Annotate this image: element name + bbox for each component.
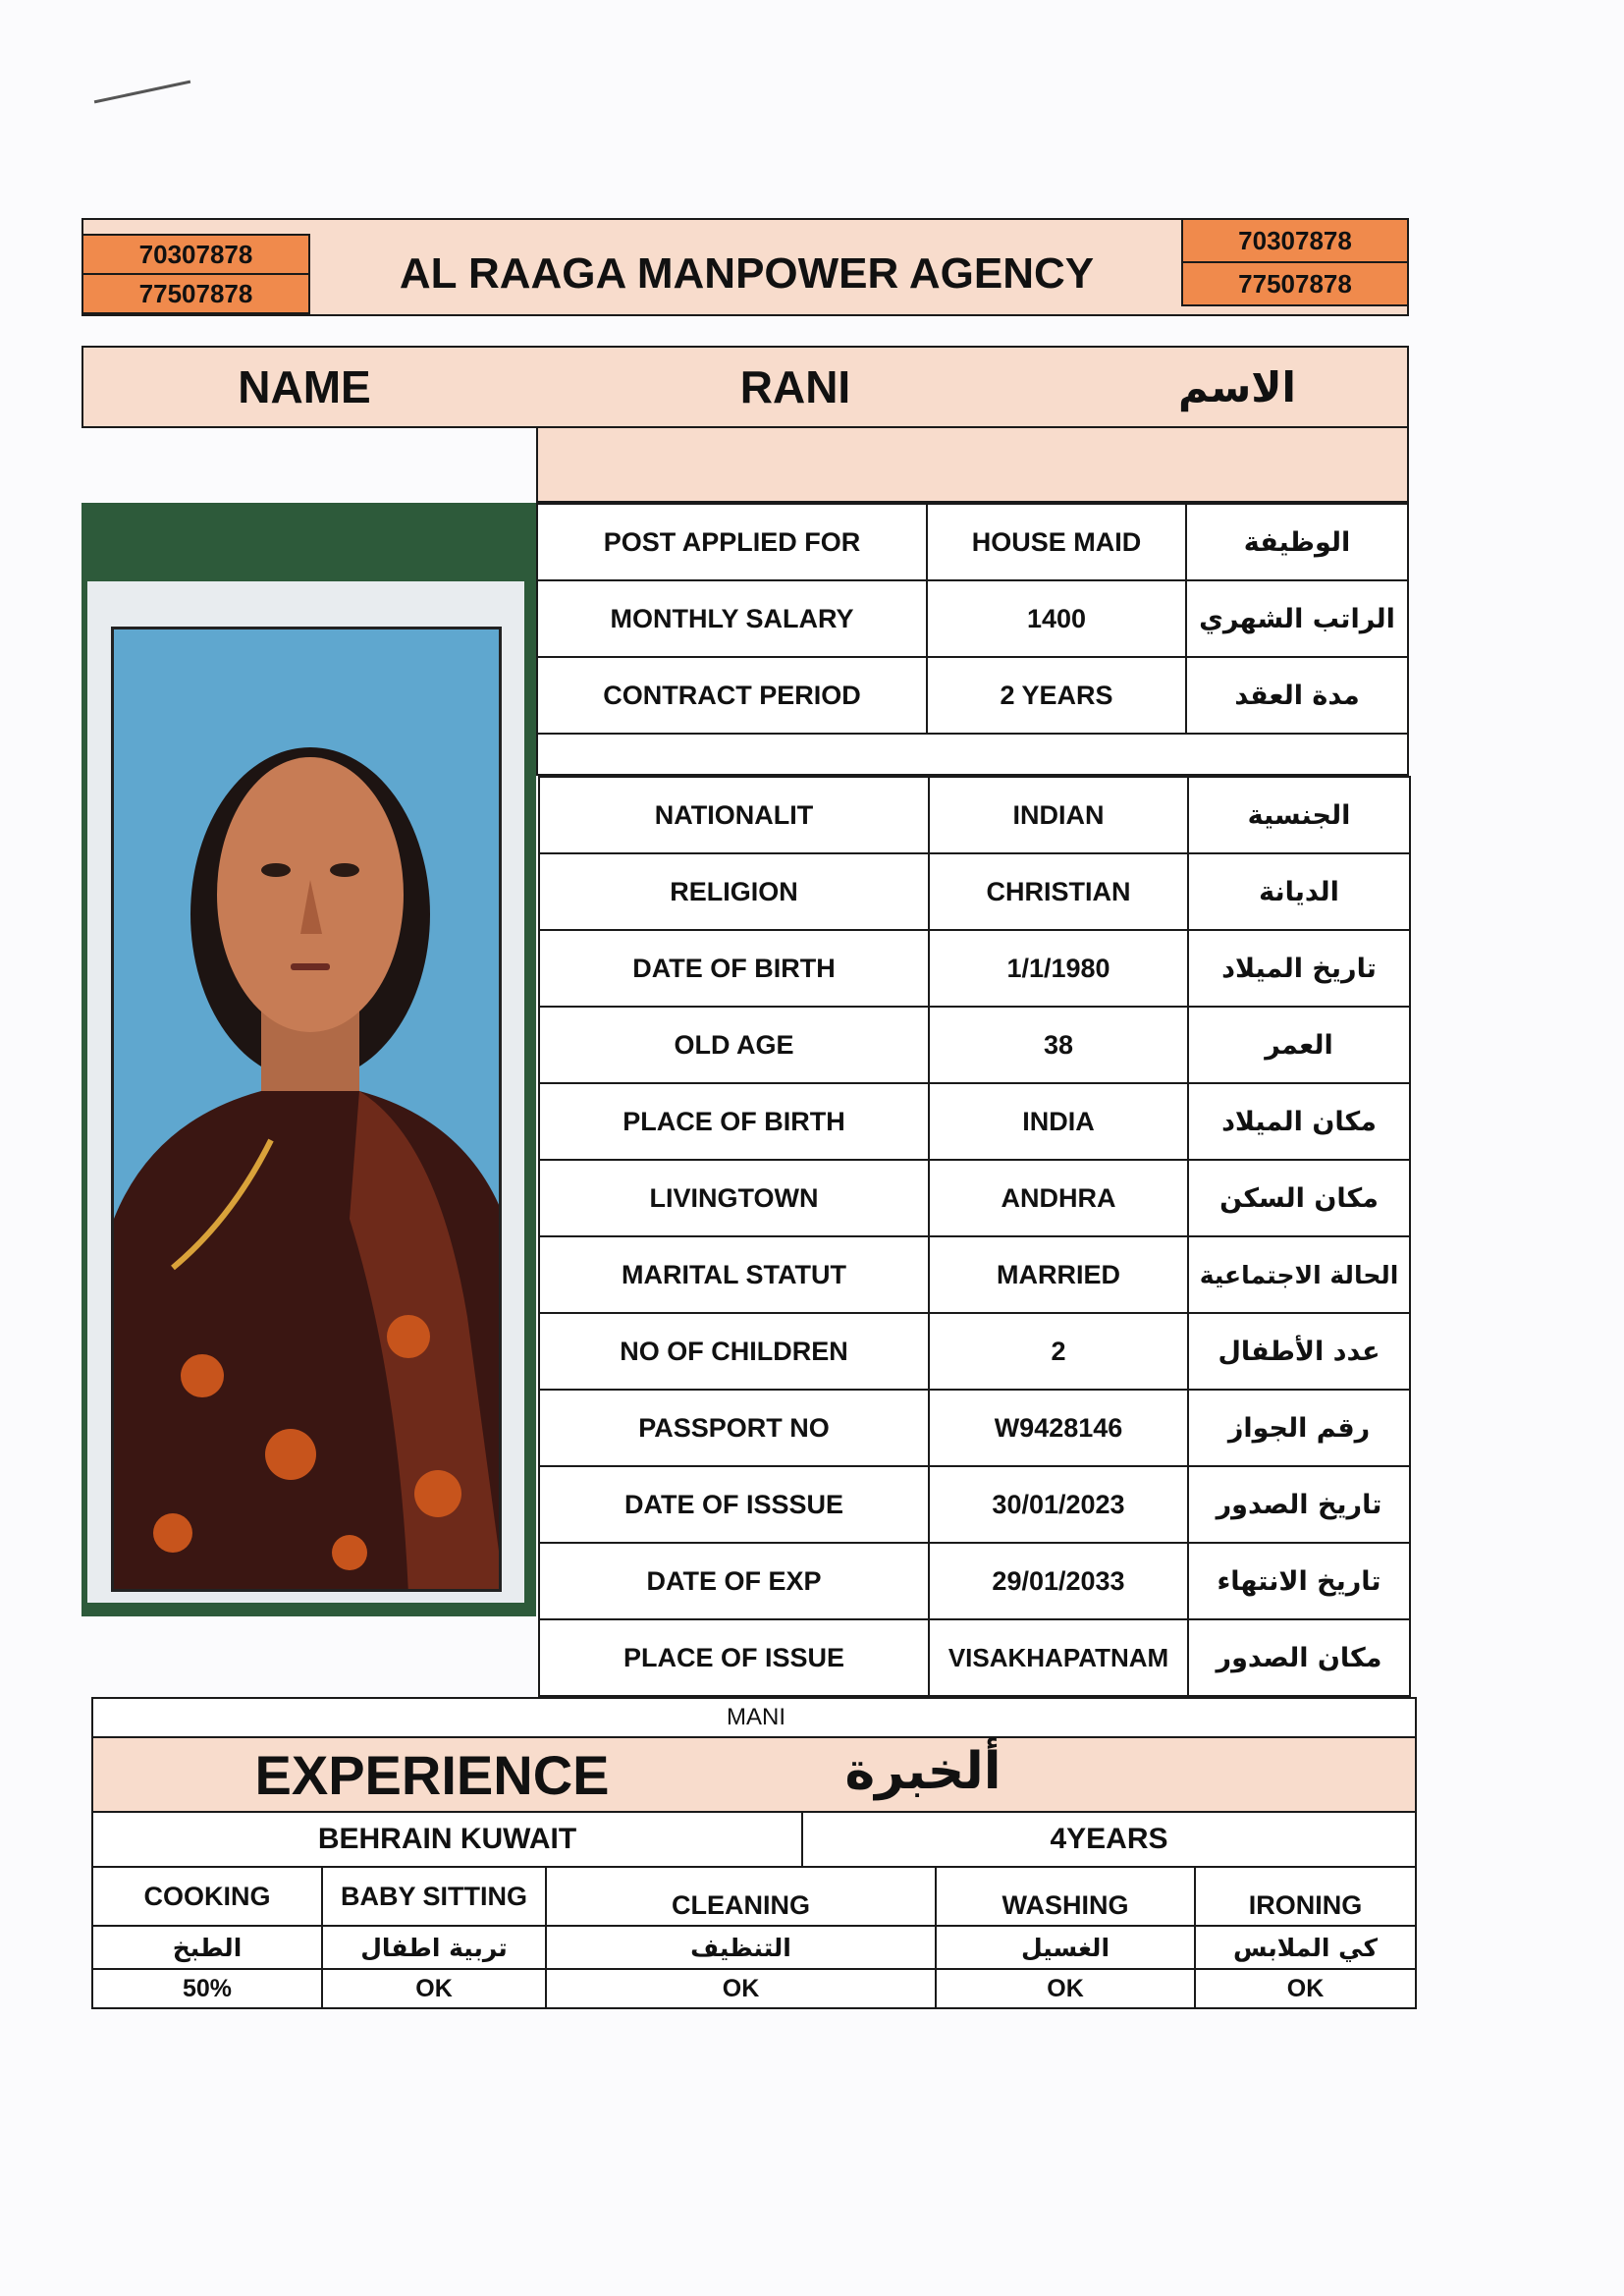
personal-label: PASSPORT NO (538, 1389, 930, 1467)
personal-label: PLACE OF BIRTH (538, 1082, 930, 1161)
personal-arabic: رقم الجواز (1187, 1389, 1411, 1467)
job-value-contract: 2 YEARS (926, 656, 1187, 735)
personal-value: 2 (928, 1312, 1189, 1391)
personal-value: VISAKHAPATNAM (928, 1618, 1189, 1697)
job-value-post: HOUSE MAID (926, 503, 1187, 581)
personal-arabic: الحالة الاجتماعية (1187, 1235, 1411, 1314)
skill-cooking-level: 50% (91, 1968, 323, 2009)
experience-title-arabic: ألخبرة (844, 1742, 1001, 1801)
job-arabic-contract: مدة العقد (1185, 656, 1409, 735)
phone-right-2: 77507878 (1181, 261, 1409, 306)
personal-label: NO OF CHILDREN (538, 1312, 930, 1391)
personal-value: ANDHRA (928, 1159, 1189, 1237)
personal-arabic: مكان الصدور (1187, 1618, 1411, 1697)
job-arabic-post: الوظيفة (1185, 503, 1409, 581)
personal-value: W9428146 (928, 1389, 1189, 1467)
personal-label: OLD AGE (538, 1006, 930, 1084)
skill-cleaning-level: OK (545, 1968, 937, 2009)
personal-arabic: عدد الأطفال (1187, 1312, 1411, 1391)
personal-label: DATE OF EXP (538, 1542, 930, 1620)
experience-years: 4YEARS (801, 1811, 1417, 1868)
personal-label: DATE OF ISSSUE (538, 1465, 930, 1544)
skill-washing-level: OK (935, 1968, 1196, 2009)
personal-value: CHRISTIAN (928, 852, 1189, 931)
skill-cleaning-arabic: التنظيف (545, 1925, 937, 1970)
skill-washing-arabic: الغسيل (935, 1925, 1196, 1970)
personal-arabic: مكان السكن (1187, 1159, 1411, 1237)
personal-label: LIVINGTOWN (538, 1159, 930, 1237)
gap-row (536, 733, 1409, 776)
personal-value: 1/1/1980 (928, 929, 1189, 1008)
spacer-band (536, 426, 1409, 503)
skill-ironing-arabic: كي الملابس (1194, 1925, 1417, 1970)
skill-baby-sitting-arabic: تربية اطفال (321, 1925, 547, 1970)
personal-label: NATIONALIT (538, 776, 930, 854)
personal-arabic: تاريخ الصدور (1187, 1465, 1411, 1544)
skill-baby-sitting: BABY SITTING (321, 1866, 547, 1927)
pen-mark (94, 81, 190, 104)
personal-label: RELIGION (538, 852, 930, 931)
personal-value: MARRIED (928, 1235, 1189, 1314)
photo (111, 627, 502, 1592)
personal-label: MARITAL STATUT (538, 1235, 930, 1314)
skill-ironing: IRONING (1194, 1866, 1417, 1927)
skill-cooking-arabic: الطبخ (91, 1925, 323, 1970)
personal-arabic: مكان الميلاد (1187, 1082, 1411, 1161)
experience-title: EXPERIENCE (254, 1743, 610, 1806)
phone-right-1: 70307878 (1181, 218, 1409, 263)
personal-value: INDIA (928, 1082, 1189, 1161)
agency-title: AL RAAGA MANPOWER AGENCY (399, 249, 1095, 298)
name-value: RANI (739, 361, 851, 412)
job-value-salary: 1400 (926, 579, 1187, 658)
personal-arabic: تاريخ الانتهاء (1187, 1542, 1411, 1620)
skill-washing: WASHING (935, 1866, 1196, 1927)
skill-ironing-level: OK (1194, 1968, 1417, 2009)
experience-countries: BEHRAIN KUWAIT (91, 1811, 803, 1868)
skill-cleaning: CLEANING (545, 1866, 937, 1927)
job-label-contract: CONTRACT PERIOD (536, 656, 928, 735)
job-arabic-salary: الراتب الشهري (1185, 579, 1409, 658)
job-label-salary: MONTHLY SALARY (536, 579, 928, 658)
personal-label: PLACE OF ISSUE (538, 1618, 930, 1697)
phone-left-2: 77507878 (81, 273, 310, 314)
name-label: NAME (238, 361, 371, 412)
skill-cooking: COOKING (91, 1866, 323, 1927)
personal-label: DATE OF BIRTH (538, 929, 930, 1008)
name-label-arabic: الاسم (1178, 362, 1296, 411)
personal-arabic: الجنسية (1187, 776, 1411, 854)
personal-value: INDIAN (928, 776, 1189, 854)
job-label-post: POST APPLIED FOR (536, 503, 928, 581)
personal-arabic: العمر (1187, 1006, 1411, 1084)
personal-value: 30/01/2023 (928, 1465, 1189, 1544)
personal-value: 29/01/2033 (928, 1542, 1189, 1620)
personal-arabic: تاريخ الميلاد (1187, 929, 1411, 1008)
photo-frame (81, 503, 536, 1616)
personal-value: 38 (928, 1006, 1189, 1084)
phone-left-1: 70307878 (81, 234, 310, 275)
personal-arabic: الديانة (1187, 852, 1411, 931)
note-text: MANI (727, 1704, 785, 1730)
skill-baby-sitting-level: OK (321, 1968, 547, 2009)
